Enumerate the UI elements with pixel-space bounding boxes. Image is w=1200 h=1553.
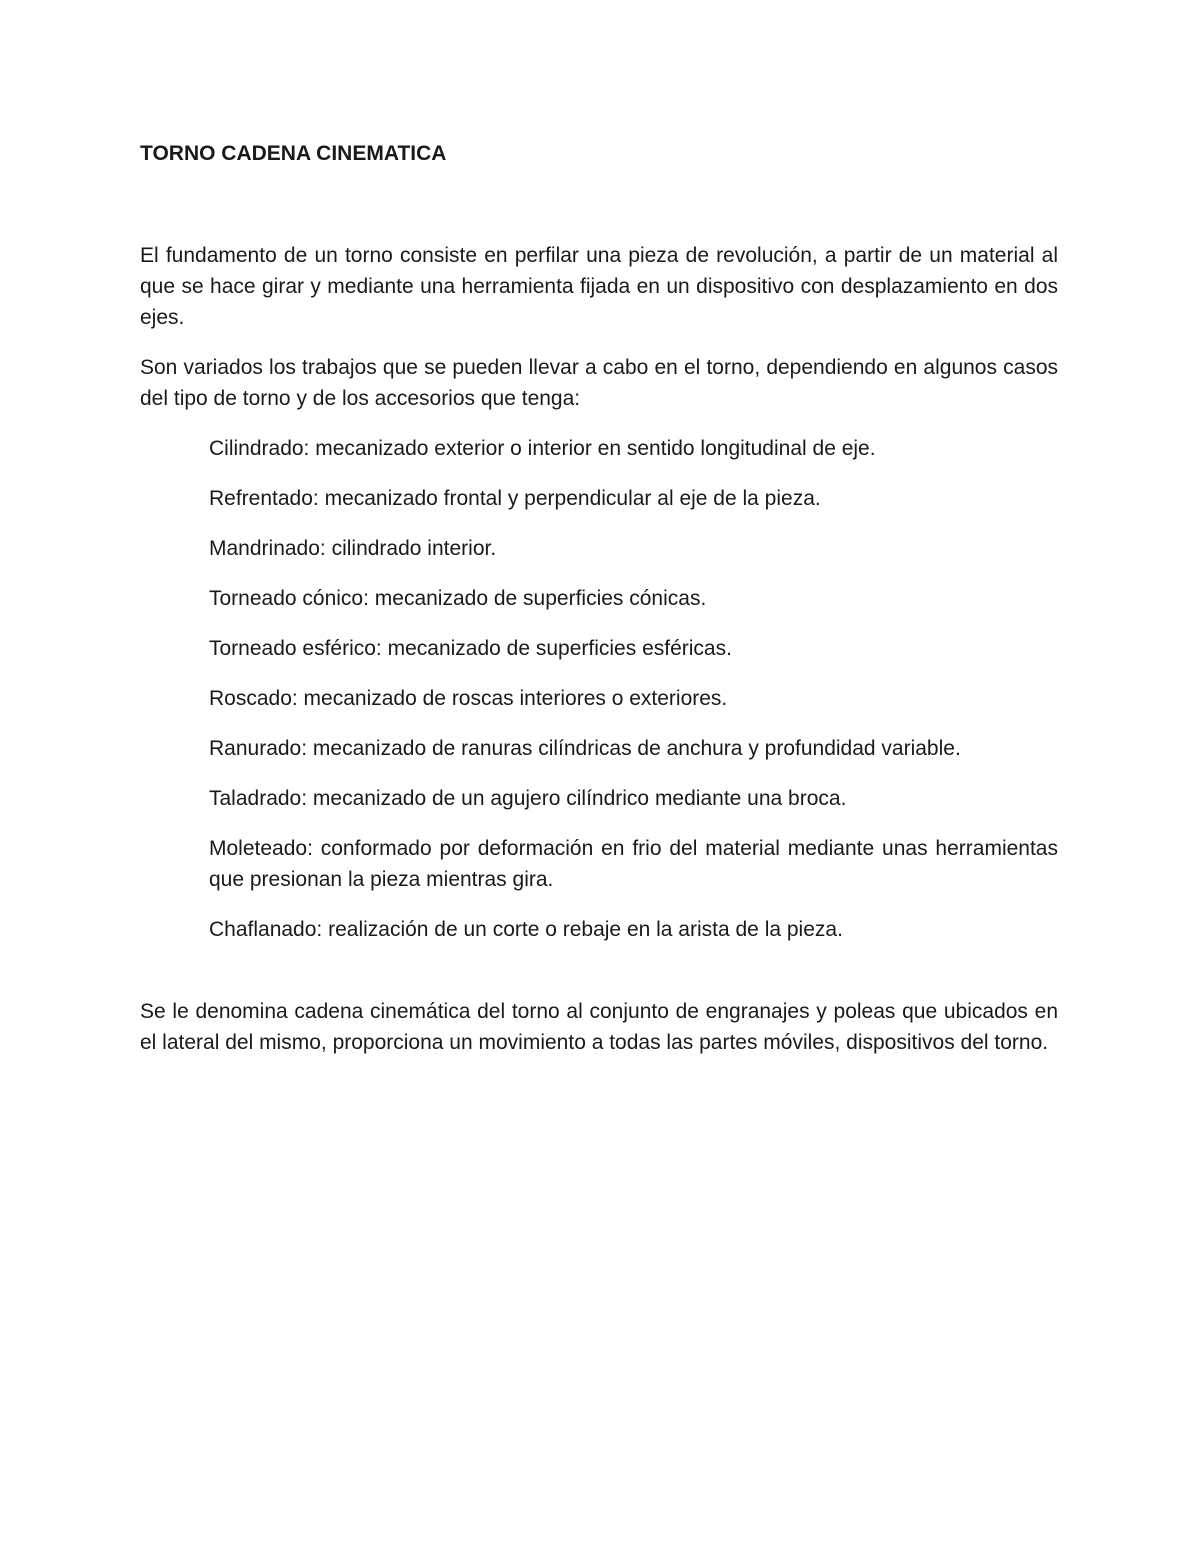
list-item: Mandrinado: cilindrado interior. — [209, 537, 497, 560]
operations-list — [140, 433, 1058, 945]
closing-paragraph: Se le denomina cadena cinemática del torno al conjunto de engranajes y poleas que ubicados en el lateral del mismo, proporciona un movimiento a todas las partes móviles, dispositivos del torno. — [140, 1000, 1058, 1054]
list-item: Moleteado: conformado por deformación en frio del material mediante unas herramientas que presionan la pieza mientras gira. — [209, 837, 1058, 891]
list-item: Chaflanado: realización de un corte o rebaje en la arista de la pieza. — [209, 918, 843, 941]
intro-paragraph: El fundamento de un torno consiste en perfilar una pieza de revolución, a partir de un material al que se hace girar y mediante una herramienta fijada en un dispositivo con desplazamiento en dos ejes. — [140, 244, 1058, 329]
list-item: Refrentado: mecanizado frontal y perpendicular al eje de la pieza. — [209, 487, 821, 510]
list-item: Ranurado: mecanizado de ranuras cilíndricas de anchura y profundidad variable. — [209, 737, 961, 760]
list-item: Torneado cónico: mecanizado de superficies cónicas. — [209, 587, 707, 610]
list-item: Torneado esférico: mecanizado de superficies esféricas. — [209, 637, 732, 660]
list-item: Cilindrado: mecanizado exterior o interior en sentido longitudinal de eje. — [209, 437, 876, 460]
intro-paragraph: Son variados los trabajos que se pueden llevar a cabo en el torno, dependiendo en algunos casos del tipo de torno y de los accesorios que tenga: — [140, 356, 1058, 410]
document-body — [140, 138, 1058, 1058]
list-item: Taladrado: mecanizado de un agujero cilíndrico mediante una broca. — [209, 787, 847, 810]
list-item: Roscado: mecanizado de roscas interiores o exteriores. — [209, 687, 728, 710]
document-title: TORNO CADENA CINEMATICA — [140, 142, 447, 165]
